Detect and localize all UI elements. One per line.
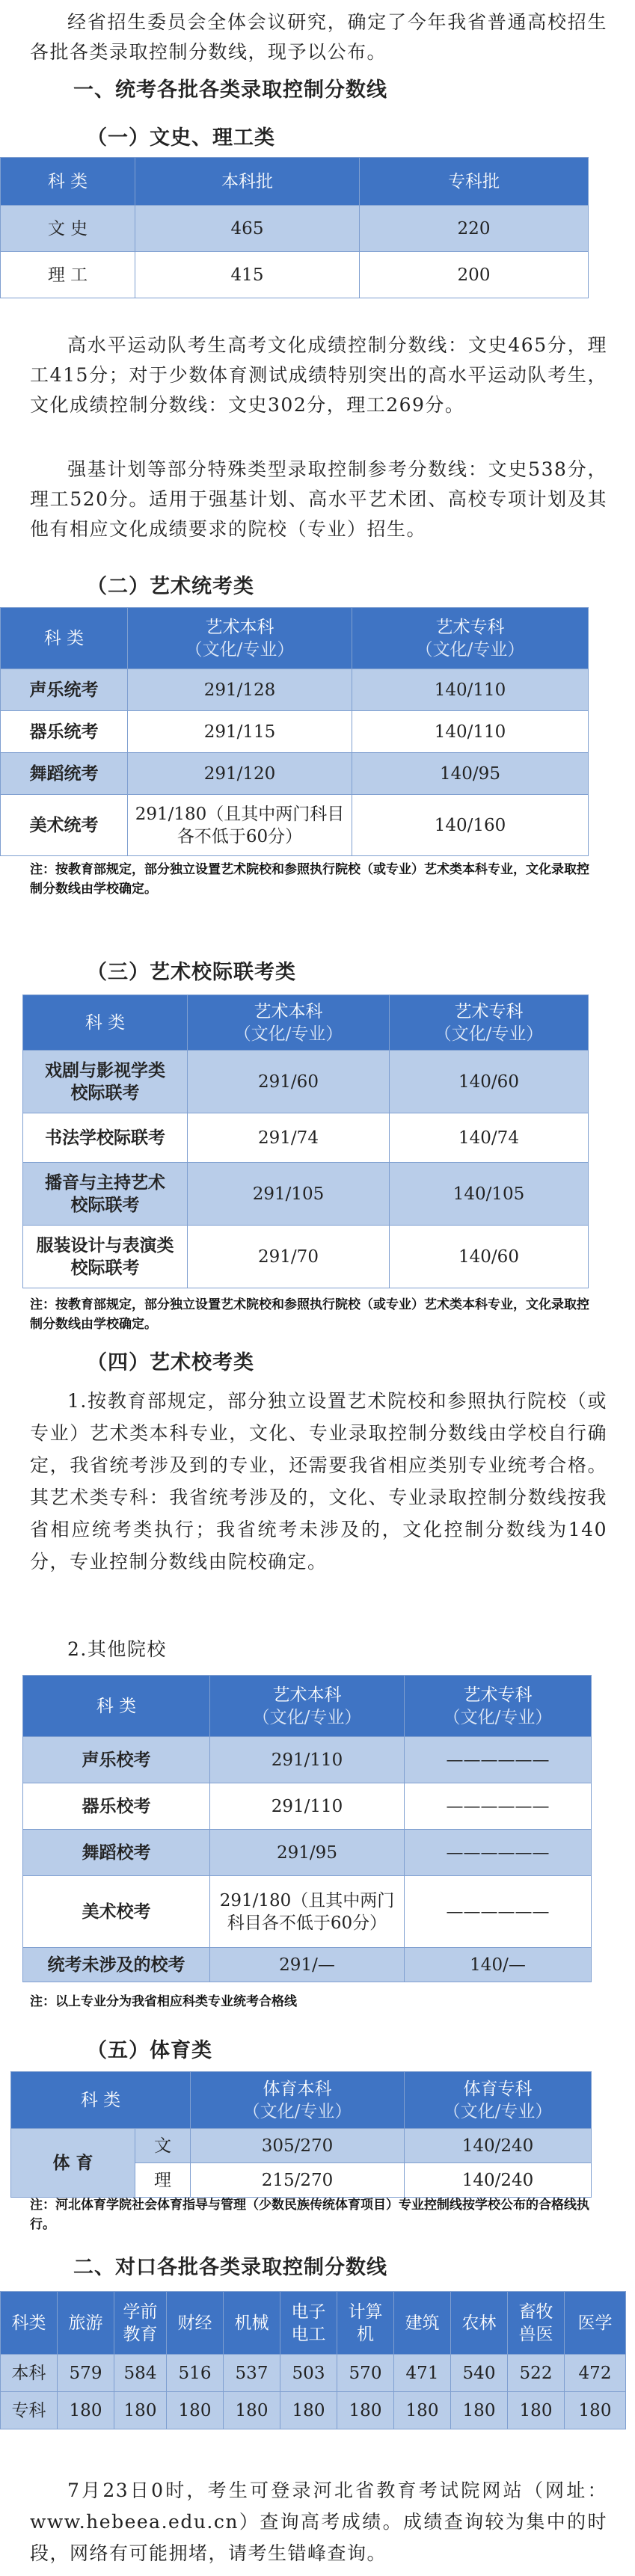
header-line: 体育本科 (263, 2079, 332, 2099)
score-cell: 140/— (405, 1948, 592, 1982)
header-cell: 科 类 (23, 995, 188, 1051)
section2-title: 二、对口各批各类录取控制分数线 (73, 2256, 387, 2279)
table-row (23, 1163, 589, 1226)
label-subline: 校际联考 (70, 1195, 140, 1215)
row-label: 舞蹈统考 (1, 753, 128, 795)
header-line: 艺术本科 (205, 617, 274, 637)
score-cell: 140/60 (390, 1051, 589, 1113)
sub2-note: 注：按教育部规定，部分独立设置艺术院校和参照执行院校（或专业）艺术类本科专业，文化录取控制分数线由学校确定。 (30, 862, 589, 897)
header-cell: 建筑 (394, 2292, 451, 2355)
header-line: 学前 (123, 2302, 158, 2322)
score-subline: 各不低于60分） (177, 826, 303, 846)
score-cell: 291/60 (188, 1051, 390, 1113)
header-subline: （文化/专业） (443, 1707, 553, 1727)
score-cell: 579 (58, 2355, 114, 2392)
score-cell (128, 795, 352, 856)
header-cell: 医学 (565, 2292, 626, 2355)
table-art-school (22, 1675, 592, 1982)
table-art-joint (22, 995, 589, 1288)
score-cell: 291/110 (210, 1737, 405, 1783)
row-label: 美术校考 (23, 1876, 210, 1948)
score-cell: 180 (451, 2392, 508, 2429)
score-cell: 180 (280, 2392, 337, 2429)
table-row (23, 1876, 592, 1948)
section1-title: 一、统考各批各类录取控制分数线 (73, 79, 387, 102)
row-label (23, 1051, 188, 1113)
header-line: 计算 (348, 2302, 383, 2322)
header-subline: 兽医 (518, 2324, 553, 2344)
score-cell: 540 (451, 2355, 508, 2392)
score-cell: 140/160 (352, 795, 589, 856)
header-line: 艺术专科 (435, 617, 505, 637)
table-row (23, 1737, 592, 1783)
row-label: 专科 (1, 2392, 58, 2429)
score-cell: —————— (405, 1876, 592, 1948)
score-cell: 180 (508, 2392, 565, 2429)
sub3-title: （三）艺术校际联考类 (87, 961, 296, 984)
label-subline: 校际联考 (70, 1258, 140, 1278)
row-label (23, 1226, 188, 1288)
table-row (1, 753, 589, 795)
row-label: 统考未涉及的校考 (23, 1948, 210, 1982)
row-label: 声乐校考 (23, 1737, 210, 1783)
score-cell: 516 (167, 2355, 224, 2392)
row-label: 美术统考 (1, 795, 128, 856)
table-header-row (11, 2072, 592, 2129)
table-header-row (1, 2292, 626, 2355)
row-label: 器乐统考 (1, 711, 128, 753)
table-header-row (1, 158, 589, 206)
header-line: 艺术本科 (254, 1001, 323, 1021)
row-label: 理 (135, 2163, 191, 2198)
header-cell (337, 2292, 394, 2355)
score-cell: 537 (224, 2355, 280, 2392)
sub1-title: （一）文史、理工类 (87, 126, 275, 150)
closing-paragraph: 7月23日0时，考生可登录河北省教育考试院网站（网址：www.hebeea.edu.cn）查询高考成绩。成绩查询较为集中的时段，网络有可能拥堵，请考生错峰查询。 (30, 2480, 607, 2564)
score-cell: 140/95 (352, 753, 589, 795)
sub2-title: （二）艺术统考类 (87, 575, 254, 598)
label-subline: 校际联考 (70, 1083, 140, 1103)
score-cell: 180 (114, 2392, 167, 2429)
table-header-row (1, 608, 589, 669)
score-line: 291/180（且其中两门科目 (135, 804, 345, 824)
table-row (23, 1226, 589, 1288)
score-cell: 291/120 (128, 753, 352, 795)
table-row (1, 2392, 626, 2429)
header-cell (352, 608, 589, 669)
table-row (11, 2129, 592, 2163)
header-line: 艺术本科 (272, 1685, 342, 1705)
header-line: 电子 (291, 2302, 326, 2322)
score-subline: 科目各不低于60分） (227, 1913, 387, 1933)
score-cell: 180 (58, 2392, 114, 2429)
sub5-note: 注：河北体育学院社会体育指导与管理（少数民族传统体育项目）专业控制线按学校公布的合格线执行。 (30, 2198, 589, 2232)
header-subline: （文化/专业） (233, 1024, 343, 1044)
row-label: 文 史 (1, 206, 135, 252)
row-label: 声乐统考 (1, 669, 128, 711)
score-cell: 140/60 (390, 1226, 589, 1288)
score-cell: 305/270 (191, 2129, 405, 2163)
header-cell (405, 1676, 592, 1737)
header-cell: 专科批 (360, 158, 589, 206)
qiangji-paragraph: 强基计划等部分特殊类型录取控制参考分数线：文史538分，理工520分。适用于强基计划、高水平艺术团、高校专项计划及其他有相应文化成绩要求的院校（专业）招生。 (30, 458, 607, 540)
header-cell (390, 995, 589, 1051)
header-subline: （文化/专业） (434, 1024, 544, 1044)
score-cell: 472 (565, 2355, 626, 2392)
row-label: 书法学校际联考 (23, 1113, 188, 1163)
row-label: 本科 (1, 2355, 58, 2392)
score-cell: 140/240 (405, 2129, 592, 2163)
score-cell: 215/270 (191, 2163, 405, 2198)
header-line: 艺术专科 (454, 1001, 524, 1021)
header-cell: 农林 (451, 2292, 508, 2355)
sub4-note: 注：以上专业分为我省相应科类专业统考合格线 (30, 1994, 297, 2009)
score-cell: 291/74 (188, 1113, 390, 1163)
row-label (23, 1163, 188, 1226)
row-label: 文 (135, 2129, 191, 2163)
score-cell: 584 (114, 2355, 167, 2392)
table-sports (10, 2071, 592, 2198)
score-cell: 522 (508, 2355, 565, 2392)
header-subline: （文化/专业） (185, 639, 295, 660)
score-cell: 180 (394, 2392, 451, 2429)
header-cell: 旅游 (58, 2292, 114, 2355)
group-label: 体 育 (11, 2129, 135, 2198)
header-cell (114, 2292, 167, 2355)
table-vocational (0, 2291, 626, 2429)
row-label: 器乐校考 (23, 1783, 210, 1830)
table-row (1, 2355, 626, 2392)
score-cell (210, 1876, 405, 1948)
header-cell (128, 608, 352, 669)
table-row (23, 1830, 592, 1876)
header-cell (188, 995, 390, 1051)
high-level-athletes-paragraph: 高水平运动队考生高考文化成绩控制分数线：文史465分，理工415分；对于少数体育测试成绩特别突出的高水平运动队考生，文化成绩控制分数线：文史302分，理工269分。 (30, 334, 607, 416)
score-cell: 291/105 (188, 1163, 390, 1226)
header-subline: 机 (357, 2324, 374, 2344)
score-cell: 180 (337, 2392, 394, 2429)
score-cell: 140/74 (390, 1113, 589, 1163)
table-row (1, 795, 589, 856)
header-cell: 科类 (1, 2292, 58, 2355)
header-subline: （文化/专业） (252, 1707, 362, 1727)
label-line: 播音与主持艺术 (45, 1172, 165, 1193)
score-cell: 291/— (210, 1948, 405, 1982)
score-cell: —————— (405, 1830, 592, 1876)
row-label: 理 工 (1, 252, 135, 298)
table-header-row (23, 1676, 592, 1737)
score-cell: 220 (360, 206, 589, 252)
score-cell: 180 (224, 2392, 280, 2429)
header-cell (280, 2292, 337, 2355)
sub4-title: （四）艺术校考类 (87, 1351, 254, 1374)
table-row (23, 1783, 592, 1830)
table-wenshi-ligong (0, 157, 589, 298)
header-line: 畜牧 (518, 2302, 553, 2322)
score-cell: 291/95 (210, 1830, 405, 1876)
header-cell: 科 类 (11, 2072, 191, 2129)
label-line: 戏剧与影视学类 (45, 1060, 165, 1080)
score-cell: 140/110 (352, 711, 589, 753)
header-subline: 教育 (123, 2324, 158, 2344)
score-cell: 471 (394, 2355, 451, 2392)
label-line: 服装设计与表演类 (36, 1235, 174, 1255)
score-cell: 140/110 (352, 669, 589, 711)
header-subline: （文化/专业） (242, 2101, 352, 2121)
score-cell: 465 (135, 206, 360, 252)
score-cell: —————— (405, 1737, 592, 1783)
header-cell (210, 1676, 405, 1737)
score-cell: 140/240 (405, 2163, 592, 2198)
header-cell: 科 类 (23, 1676, 210, 1737)
sub4-paragraph-1: 1.按教育部规定，部分独立设置艺术院校和参照执行院校（或专业）艺术类本科专业，文化、专业录取控制分数线由学校自行确定，我省统考涉及到的专业，还需要我省相应类别专业统考合格。其艺术类专科：我省统考涉及的，文化、专业录取控制分数线按我省相应统考类执行；我省统考未涉及的，文化控制分数线为140分，专业控制分数线由院校确定。 (30, 1390, 607, 1573)
header-cell (405, 2072, 592, 2129)
score-cell: 140/105 (390, 1163, 589, 1226)
table-row (23, 1051, 589, 1113)
header-cell: 科 类 (1, 608, 128, 669)
table-header-row (23, 995, 589, 1051)
header-cell: 机械 (224, 2292, 280, 2355)
intro-paragraph: 经省招生委员会全体会议研究，确定了今年我省普通高校招生各批各类录取控制分数线，现予以公布。 (30, 11, 607, 63)
sub3-note: 注：按教育部规定，部分独立设置艺术院校和参照执行院校（或专业）艺术类本科专业，文化录取控制分数线由学校确定。 (30, 1297, 589, 1332)
table-row (1, 206, 589, 252)
header-subline: （文化/专业） (443, 2101, 553, 2121)
score-cell: 291/128 (128, 669, 352, 711)
table-row (23, 1948, 592, 1982)
header-cell (191, 2072, 405, 2129)
row-label: 舞蹈校考 (23, 1830, 210, 1876)
table-row (1, 711, 589, 753)
score-cell: 570 (337, 2355, 394, 2392)
table-row (23, 1113, 589, 1163)
table-row (1, 669, 589, 711)
score-cell: —————— (405, 1783, 592, 1830)
header-cell: 本科批 (135, 158, 360, 206)
score-cell: 291/115 (128, 711, 352, 753)
header-line: 艺术专科 (463, 1685, 533, 1705)
sub4-paragraph-2: 2.其他院校 (67, 1638, 167, 1660)
header-subline: 电工 (291, 2324, 326, 2344)
score-cell: 291/70 (188, 1226, 390, 1288)
header-cell: 科 类 (1, 158, 135, 206)
score-cell: 291/110 (210, 1783, 405, 1830)
score-cell: 180 (167, 2392, 224, 2429)
score-cell: 503 (280, 2355, 337, 2392)
table-art-unified (0, 607, 589, 856)
header-cell (508, 2292, 565, 2355)
header-subline: （文化/专业） (415, 639, 525, 660)
header-line: 体育专科 (463, 2079, 533, 2099)
header-cell: 财经 (167, 2292, 224, 2355)
score-cell: 415 (135, 252, 360, 298)
score-line: 291/180（且其中两门 (219, 1890, 395, 1911)
sub5-title: （五）体育类 (87, 2039, 212, 2062)
table-row (1, 252, 589, 298)
score-cell: 200 (360, 252, 589, 298)
score-cell: 180 (565, 2392, 626, 2429)
